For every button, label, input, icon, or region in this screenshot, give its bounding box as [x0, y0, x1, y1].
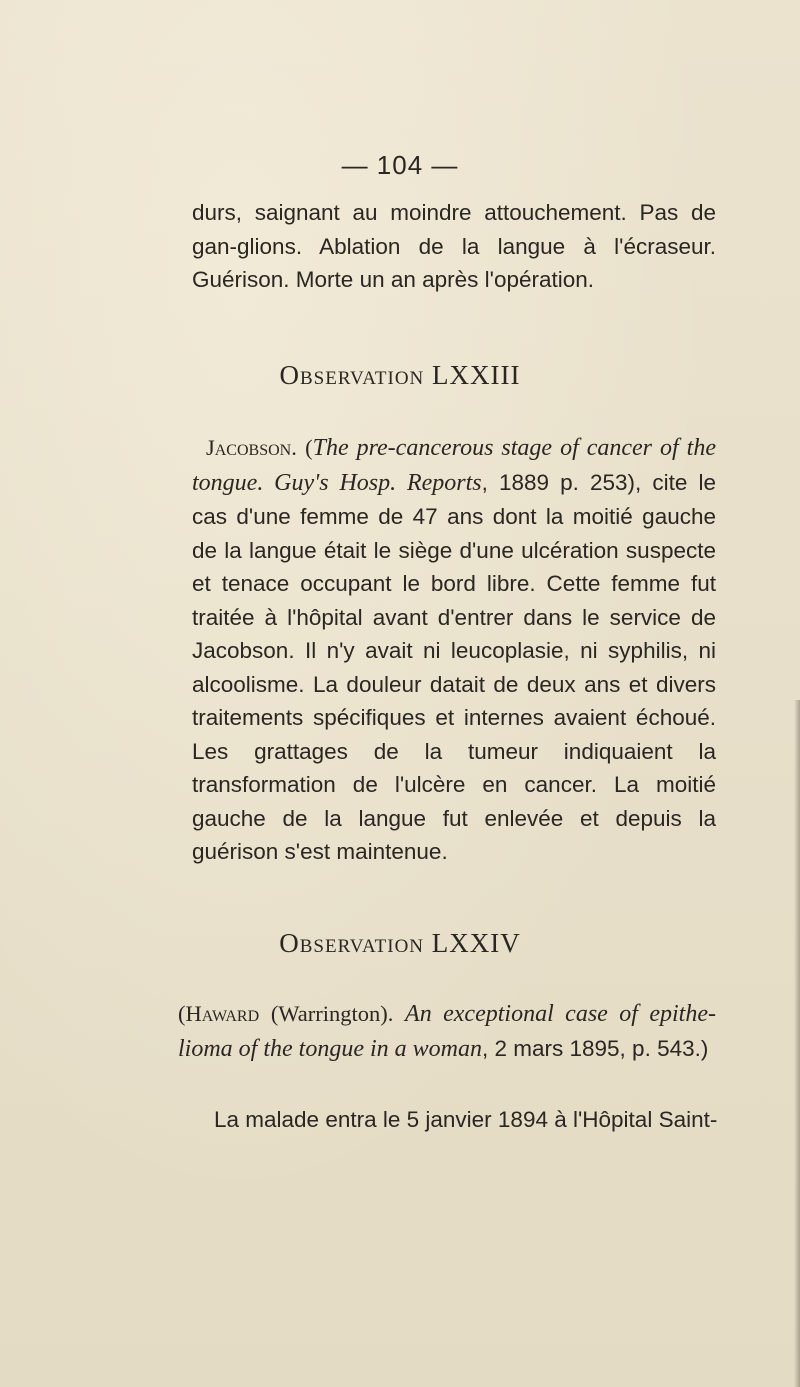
observation-lxxiv-citation [178, 997, 716, 1066]
citation-title: An exceptional case of epithe-lioma of the tongue in a woman [178, 1001, 716, 1062]
observation-lxxiv-text: La malade entra le 5 janvier 1894 à l'Hôpital Saint- [214, 1107, 718, 1132]
paragraph-text: durs, saignant au moindre attouchement. Pas de gan-glions. Ablation de la langue à l'écraseur. Guérison. Morte un an après l'opération. [192, 200, 716, 292]
author-location: (Warrington). [270, 1001, 394, 1026]
observation-lxxiii-body [192, 431, 716, 869]
observation-lxxiii-text [192, 431, 716, 869]
observation-lxxiv-citation-text [178, 997, 716, 1066]
page-number: — 104 — [341, 150, 459, 180]
author-name: (Haward [178, 1001, 260, 1026]
paragraph-continuation [192, 196, 716, 297]
observation-heading-lxxiv: Observation LXXIV [279, 928, 521, 958]
observation-lxxiv-body [214, 1103, 734, 1137]
author-name: Jacobson. [206, 435, 297, 460]
open-paren: ( [305, 435, 313, 460]
page-edge-shadow [794, 700, 800, 1387]
citation-rest: , 1889 p. 253), cite le cas d'une femme de 47 ans dont la moitié gauche de la langue était le siège d'une ulcération suspecte et tenace occupant le bord libre. Cette femme fut traitée à l'hôpital avant d'entrer dans le service de Jacobson. Il n'y avait ni leucoplasie, ni syphilis, ni alcoolisme. La douleur datait de deux ans et divers traitements spécifiques et internes avaient échoué. Les grattages de la tumeur indiquaient la transformation de l'ulcère en cancer. La moitié gauche de la langue fut enlevée et depuis la guérison s'est maintenue. [192, 469, 716, 864]
observation-heading-lxxiii: Observation LXXIII [279, 360, 521, 390]
citation-rest: , 2 mars 1895, p. 543.) [481, 1035, 709, 1061]
citation-title: The pre-cancerous stage of cancer of the tongue. Guy's Hosp. Reports [192, 435, 716, 496]
